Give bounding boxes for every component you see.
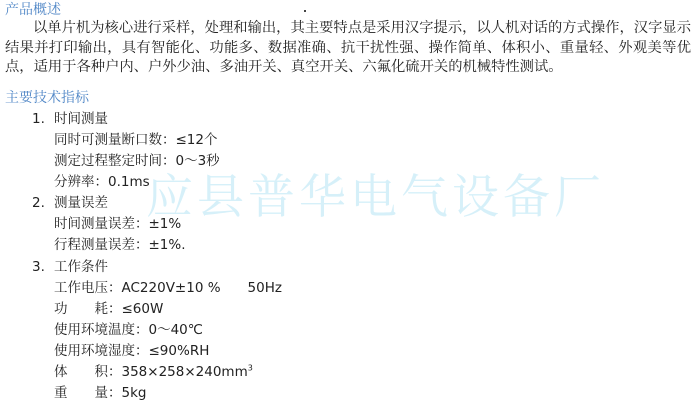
spec-group-title: 测量误差 — [54, 195, 108, 211]
spec-item: 使用环境湿度：≤90%RH — [54, 343, 210, 359]
spec-item: 分辨率：0.1ms — [54, 174, 150, 190]
spec-group-number: 2. — [32, 195, 45, 211]
spec-item-volume — [54, 363, 253, 381]
spec-item: 行程测量误差：±1%. — [54, 237, 186, 253]
spec-group-conditions — [32, 258, 108, 276]
company-watermark: 应县普华电气设备厂 — [146, 170, 605, 225]
spec-group-number: 1. — [32, 111, 45, 127]
spec-item: 重 量：5kg — [54, 385, 147, 401]
specs-heading: 主要技术指标 — [5, 90, 89, 106]
spec-item: 功 耗：≤60W — [54, 301, 164, 317]
spec-group-number: 3. — [32, 259, 45, 275]
volume-exponent: 3 — [247, 363, 253, 373]
overview-heading: 产品概述 — [5, 2, 61, 18]
overview-paragraph: 以单片机为核心进行采样，处理和输出，其主要特点是采用汉字提示，以人机对话的方式操作，汉字显示结果并打印输出，具有智能化、功能多、数据准确、抗干扰性强、操作简单、体积小、重量轻、外观美等优点，适用于各种户内、户外少油、多油开关、真空开关、六氟化硫开关的机械特性测试。 — [5, 20, 691, 75]
spec-group-error — [32, 194, 108, 212]
spec-group-title: 时间测量 — [54, 111, 108, 127]
spec-item: 同时可测量断口数：≤12个 — [54, 132, 218, 148]
spec-item-text: 体 积：358×258×240mm — [54, 364, 248, 380]
spec-item: 使用环境温度：0～40℃ — [54, 322, 203, 338]
spec-item: 测定过程整定时间：0～3秒 — [54, 153, 220, 169]
spec-item: 工作电压：AC220V±10 % 50Hz — [54, 280, 282, 296]
spec-group-title: 工作条件 — [54, 259, 108, 275]
spec-item: 时间测量误差：±1% — [54, 216, 182, 232]
scan-mark — [304, 10, 306, 12]
spec-group-time — [32, 110, 108, 128]
